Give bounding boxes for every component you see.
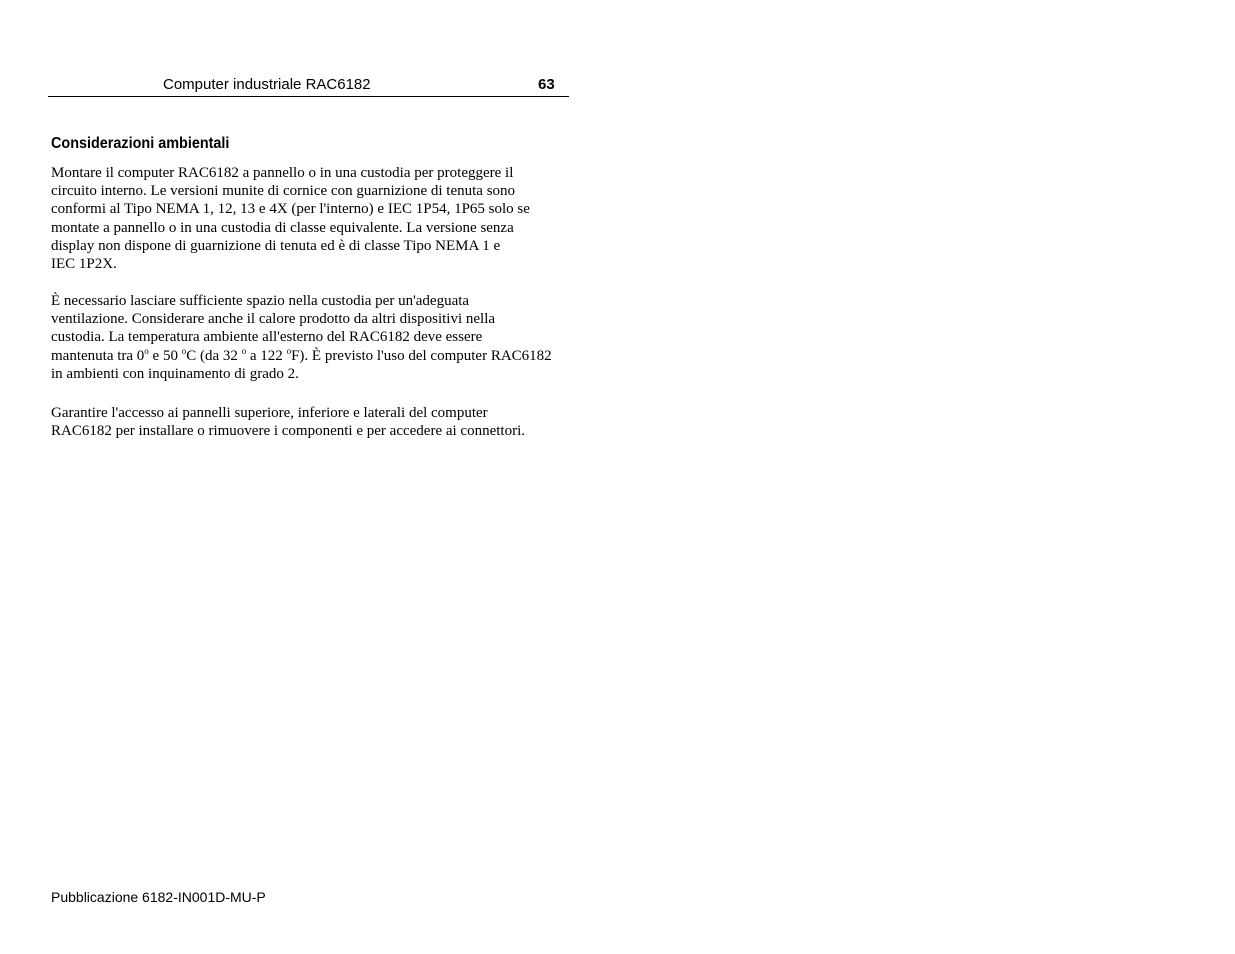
page-number: 63: [538, 76, 555, 93]
temperature-text: mantenuta tra 0: [51, 347, 145, 364]
temperature-text: F). È previsto l'uso del computer RAC6182: [291, 347, 552, 364]
paragraph-access: [51, 404, 581, 440]
paragraph-line: custodia. La temperatura ambiente all'esterno del RAC6182 deve essere: [51, 329, 483, 346]
degree-symbol: o: [144, 345, 149, 356]
paragraph-line: circuito interno. Le versioni munite di cornice con guarnizione di tenuta sono: [51, 183, 516, 200]
paragraph-line: Garantire l'accesso ai pannelli superiore, inferiore e laterali del computer: [51, 405, 488, 421]
running-title: Computer industriale RAC6182: [163, 76, 371, 93]
paragraph-line: ventilazione. Considerare anche il calore prodotto da altri dispositivi nella: [51, 311, 496, 328]
publication-footer: Pubblicazione 6182-IN001D-MU-P: [51, 889, 266, 905]
paragraph-enclosure-ratings: [51, 164, 581, 273]
temperature-text: e 50: [148, 347, 182, 364]
temperature-range-line: [51, 347, 581, 365]
degree-symbol: o: [241, 345, 247, 356]
paragraph-line: IEC 1P2X.: [51, 256, 117, 273]
paragraph-line: conformi al Tipo NEMA 1, 12, 13 e 4X (per l'interno) e IEC 1P54, 1P65 solo se: [51, 201, 530, 218]
paragraph-line: Montare il computer RAC6182 a pannello o in una custodia per proteggere il: [51, 165, 514, 181]
section-heading: Considerazioni ambientali: [51, 135, 230, 152]
degree-symbol: o: [181, 345, 187, 356]
temperature-text: a 122: [246, 347, 287, 364]
temperature-text: C (da 32: [186, 347, 242, 364]
running-header: [48, 74, 569, 97]
paragraph-line: in ambienti con inquinamento di grado 2.: [51, 365, 299, 382]
paragraph-line: display non dispone di guarnizione di tenuta ed è di classe Tipo NEMA 1 e: [51, 237, 501, 254]
paragraph-line: RAC6182 per installare o rimuovere i componenti e per accedere ai connettori.: [51, 423, 525, 440]
paragraph-line: È necessario lasciare sufficiente spazio nella custodia per un'adeguata: [51, 293, 470, 309]
degree-symbol: o: [286, 345, 292, 356]
paragraph-ventilation-temperature: [51, 292, 581, 383]
paragraph-line: montate a pannello o in una custodia di classe equivalente. La versione senza: [51, 219, 514, 236]
